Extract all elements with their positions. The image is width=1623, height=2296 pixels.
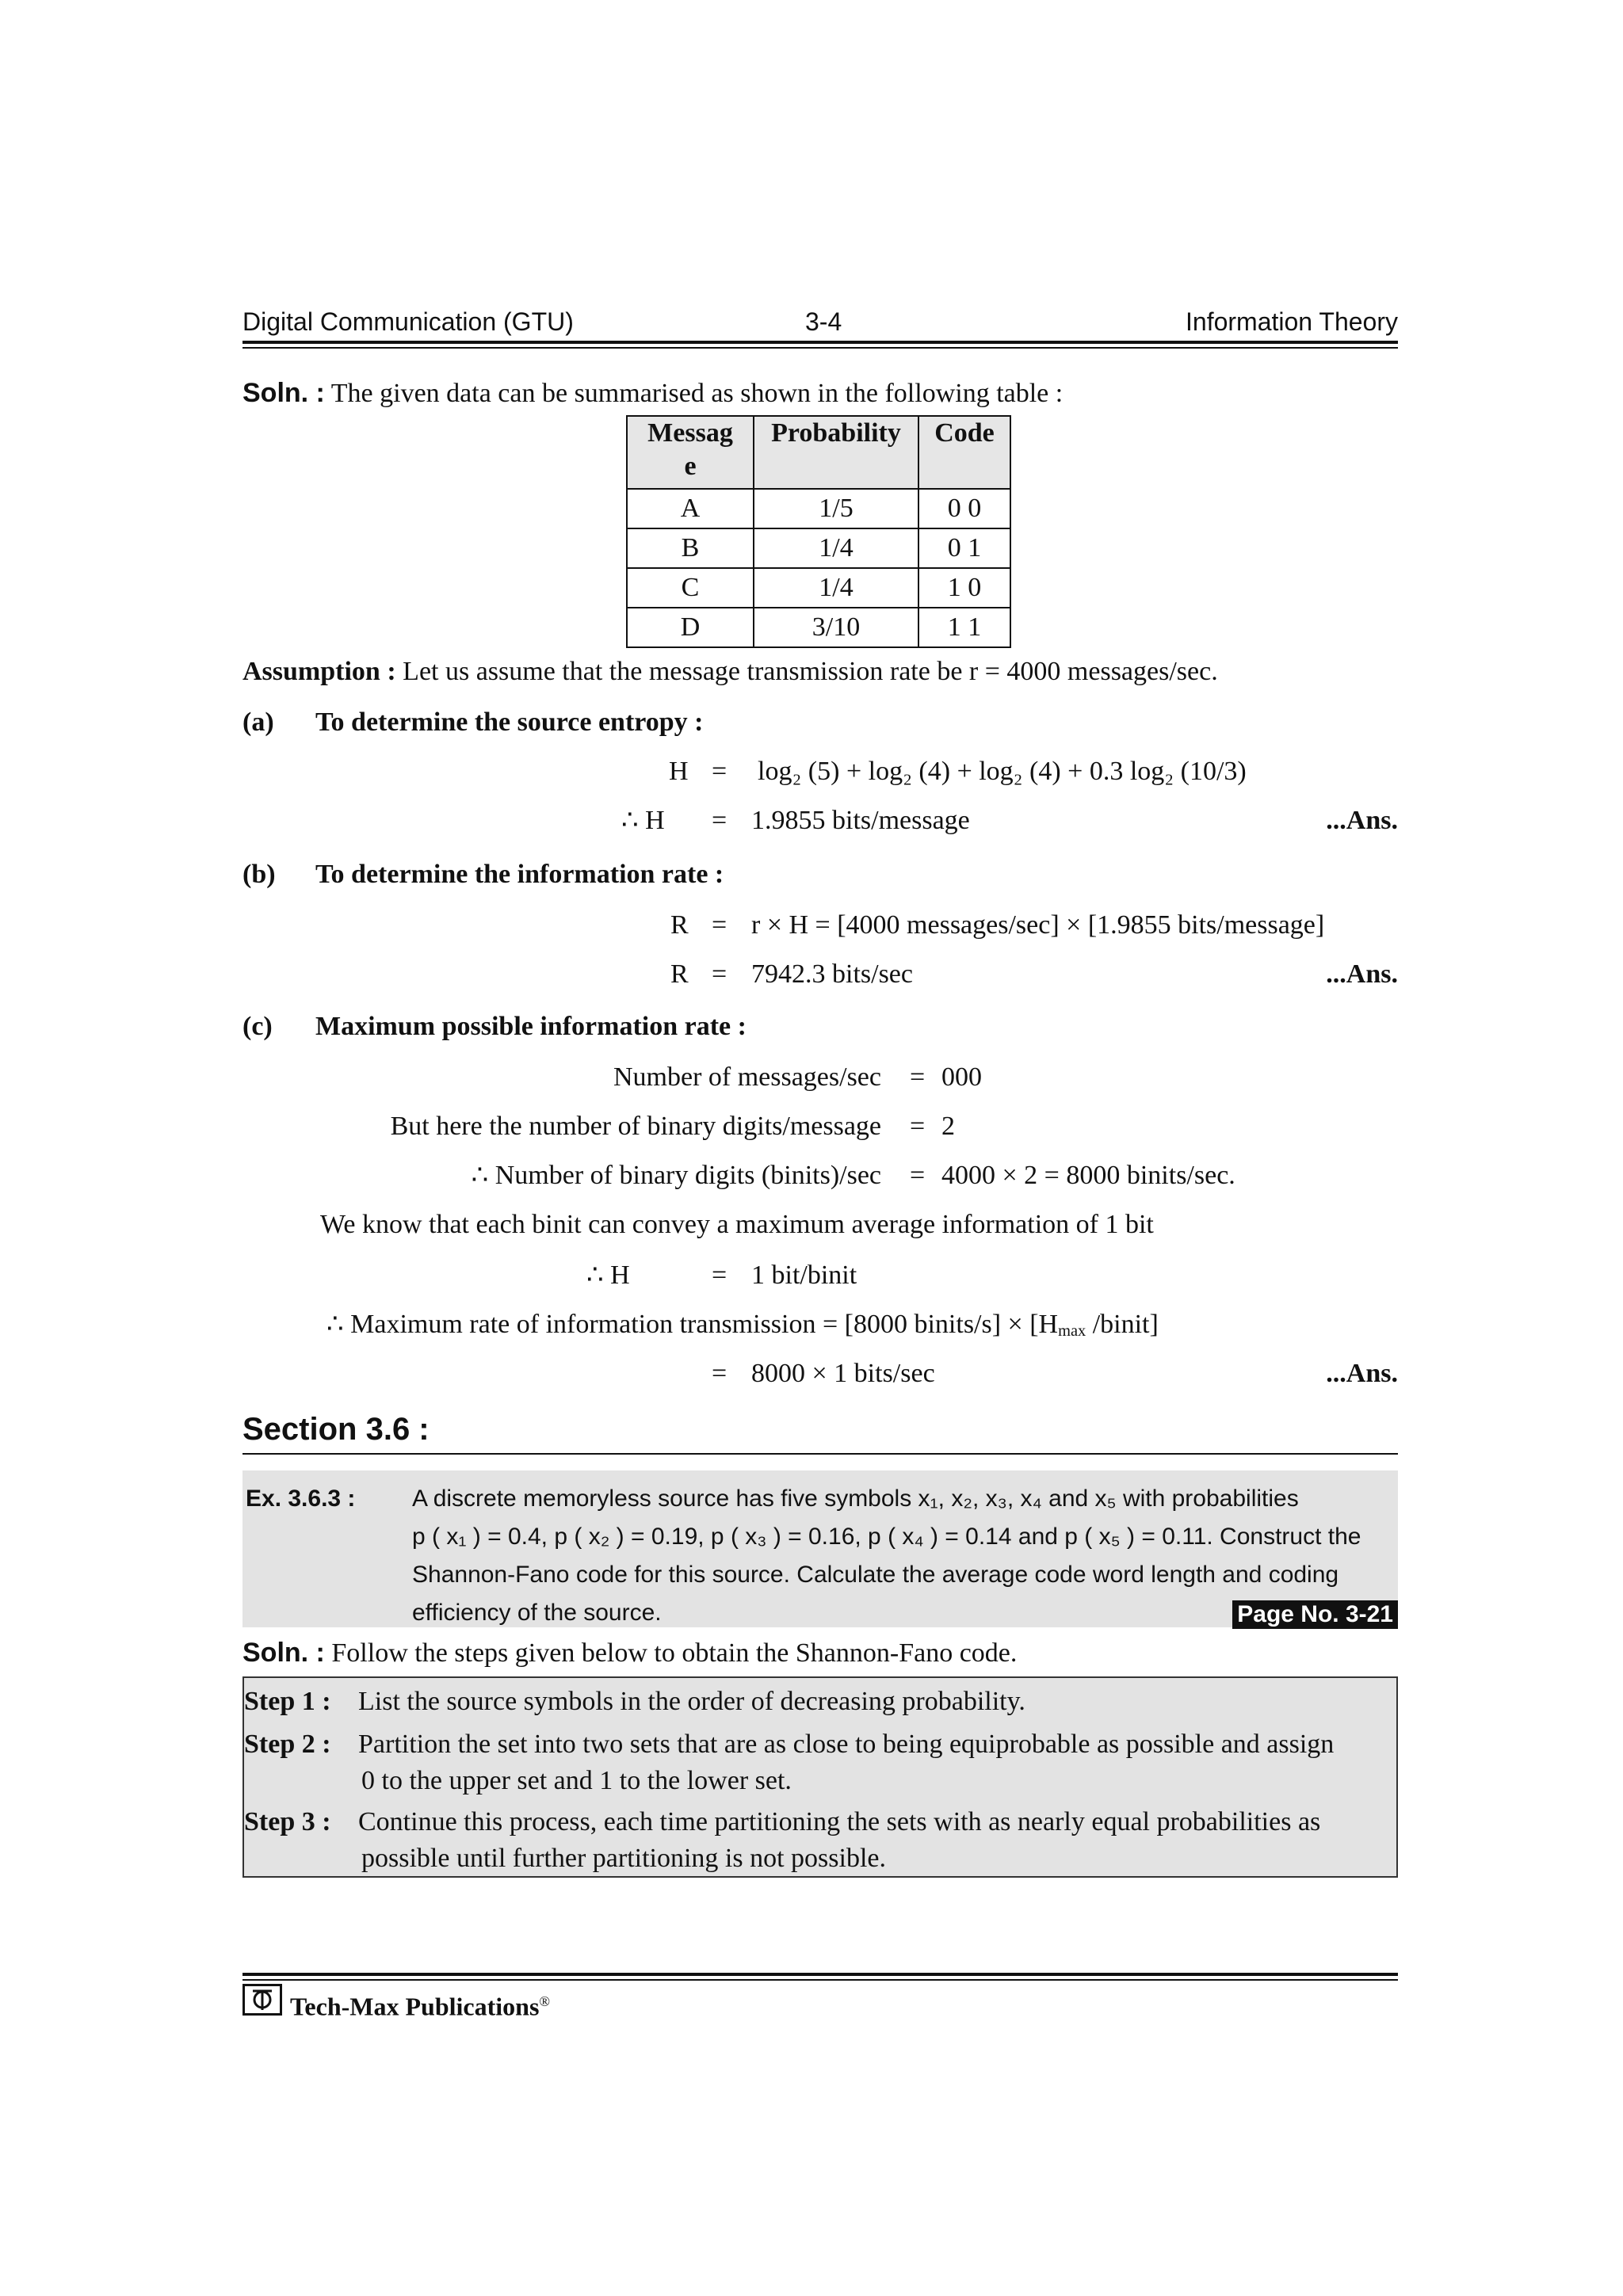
part-b-label: (b) [242, 860, 276, 889]
eq-lhs: ∴ H [586, 1261, 630, 1290]
eq-sign: = [910, 1062, 926, 1092]
cell-code: 0 1 [918, 528, 1010, 568]
eq-sign: = [712, 806, 727, 835]
step-2-text-cont: 0 to the upper set and 1 to the lower set. [361, 1766, 792, 1795]
part-c-title: Maximum possible information rate : [315, 1012, 747, 1041]
page-reference-badge: Page No. 3-21 [1232, 1600, 1398, 1629]
example-line4: efficiency of the source. [412, 1600, 662, 1626]
eq-lhs: R [670, 959, 689, 989]
step-2-label: Step 2 : [244, 1730, 331, 1759]
registered-mark: ® [539, 1993, 551, 2009]
ans-label: ...Ans. [1326, 959, 1398, 989]
eq-lhs: ∴ Number of binary digits (binits)/sec [471, 1161, 881, 1190]
header-page-number: 3-4 [805, 307, 842, 336]
publisher-name [290, 1985, 550, 2023]
part-c-know: We know that each binit can convey a maximum average information of 1 bit [320, 1210, 1154, 1239]
section-rule [242, 1453, 1398, 1455]
table-row [627, 528, 1010, 568]
eq-rhs: 000 [941, 1062, 982, 1092]
header-left: Digital Communication (GTU) [242, 307, 574, 336]
eq-rhs: 4000 × 2 = 8000 binits/sec. [941, 1161, 1235, 1190]
cell-message: C [627, 568, 754, 608]
header-rule-thick [242, 341, 1398, 344]
section-title: Section 3.6 : [242, 1412, 430, 1447]
soln2-text: Follow the steps given below to obtain the Shannon-Fano code. [331, 1638, 1018, 1668]
eq-lhs: ∴ H [621, 806, 665, 835]
eq-sign: = [712, 1359, 727, 1388]
cell-code: 1 0 [918, 568, 1010, 608]
ans-label: ...Ans. [1326, 806, 1398, 835]
eq-rhs: log₂ (5) + log₂ (4) + log₂ (4) + 0.3 log₂ (10/3) [758, 757, 1247, 786]
part-a-label: (a) [242, 707, 274, 737]
header-message: Messag e [627, 416, 754, 489]
eq-rhs: r × H = [4000 messages/sec] × [1.9855 bits/message] [751, 910, 1325, 940]
part-c-label: (c) [242, 1012, 273, 1041]
eq-rhs: 1.9855 bits/message [751, 806, 970, 835]
cell-probability: 3/10 [754, 608, 918, 647]
cell-message: D [627, 608, 754, 647]
step-3-text-cont: possible until further partitioning is not possible. [361, 1844, 887, 1873]
soln-text: The given data can be summarised as shown in the following table : [330, 379, 1064, 408]
example-line3: Shannon-Fano code for this source. Calculate the average code word length and coding [412, 1562, 1339, 1588]
publisher-text: Tech-Max Publications [290, 1992, 540, 2021]
max-rate-tail: /binit] [1086, 1310, 1159, 1339]
message-probability-table [626, 415, 1011, 648]
header-rule-thin [242, 347, 1398, 349]
step-1-text: List the source symbols in the order of decreasing probability. [358, 1687, 1025, 1716]
footer-rule-thick [242, 1973, 1398, 1976]
header-probability: Probability [754, 416, 918, 489]
header-right: Information Theory [1186, 307, 1398, 336]
table-row [627, 489, 1010, 528]
cell-probability: 1/5 [754, 489, 918, 528]
table-header-row [627, 416, 1010, 489]
step-3-label: Step 3 : [244, 1807, 331, 1836]
soln2-label: Soln. : [242, 1638, 325, 1668]
eq-lhs: But here the number of binary digits/message [390, 1112, 881, 1141]
cell-code: 0 0 [918, 489, 1010, 528]
eq-sign: = [712, 959, 727, 989]
cell-code: 1 1 [918, 608, 1010, 647]
table-row [627, 568, 1010, 608]
eq-sign: = [910, 1112, 926, 1141]
step-3-text: Continue this process, each time partitioning the sets with as nearly equal probabilities as [358, 1807, 1321, 1836]
eq-sign: = [910, 1161, 926, 1190]
assumption [242, 656, 1218, 688]
soln2-intro [242, 1637, 1017, 1669]
eq-rhs: 7942.3 bits/sec [751, 959, 913, 989]
publisher-logo-icon [242, 1984, 282, 2016]
cell-message: A [627, 489, 754, 528]
max-subscript: max [1058, 1322, 1086, 1340]
eq-rhs: 8000 × 1 bits/sec [751, 1359, 935, 1388]
soln-intro [242, 377, 1063, 410]
cell-message: B [627, 528, 754, 568]
eq-sign: = [712, 1261, 727, 1290]
step-1-label: Step 1 : [244, 1687, 331, 1716]
example-line2: p ( x₁ ) = 0.4, p ( x₂ ) = 0.19, p ( x₃ ) = 0.16, p ( x₄ ) = 0.14 and p ( x₅ ) = 0.11. Construct the [412, 1524, 1361, 1550]
eq-rhs: 2 [941, 1112, 955, 1141]
eq-lhs: H [669, 757, 689, 786]
step-2-text: Partition the set into two sets that are as close to being equiprobable as possible and assign [358, 1730, 1335, 1759]
example-label: Ex. 3.6.3 : [246, 1486, 356, 1512]
ans-label: ...Ans. [1326, 1359, 1398, 1388]
eq-lhs: Number of messages/sec [613, 1062, 881, 1092]
assumption-label: Assumption : [242, 657, 396, 686]
cell-probability: 1/4 [754, 568, 918, 608]
part-a-title: To determine the source entropy : [315, 707, 704, 737]
max-rate-text: ∴ Maximum rate of information transmission = [8000 binits/s] × [H [327, 1310, 1059, 1339]
eq-sign: = [712, 757, 727, 786]
eq-rhs: 1 bit/binit [751, 1261, 857, 1290]
example-line1: A discrete memoryless source has five symbols x₁, x₂, x₃, x₄ and x₅ with probabilities [412, 1486, 1299, 1512]
eq-lhs: R [670, 910, 689, 940]
soln-label: Soln. : [242, 378, 325, 408]
part-c-max-rate [327, 1309, 1159, 1341]
header-code: Code [918, 416, 1010, 489]
cell-probability: 1/4 [754, 528, 918, 568]
assumption-text: Let us assume that the message transmission rate be r = 4000 messages/sec. [403, 657, 1218, 686]
footer-rule-thin [242, 1979, 1398, 1981]
table-row [627, 608, 1010, 647]
eq-sign: = [712, 910, 727, 940]
part-b-title: To determine the information rate : [315, 860, 724, 889]
